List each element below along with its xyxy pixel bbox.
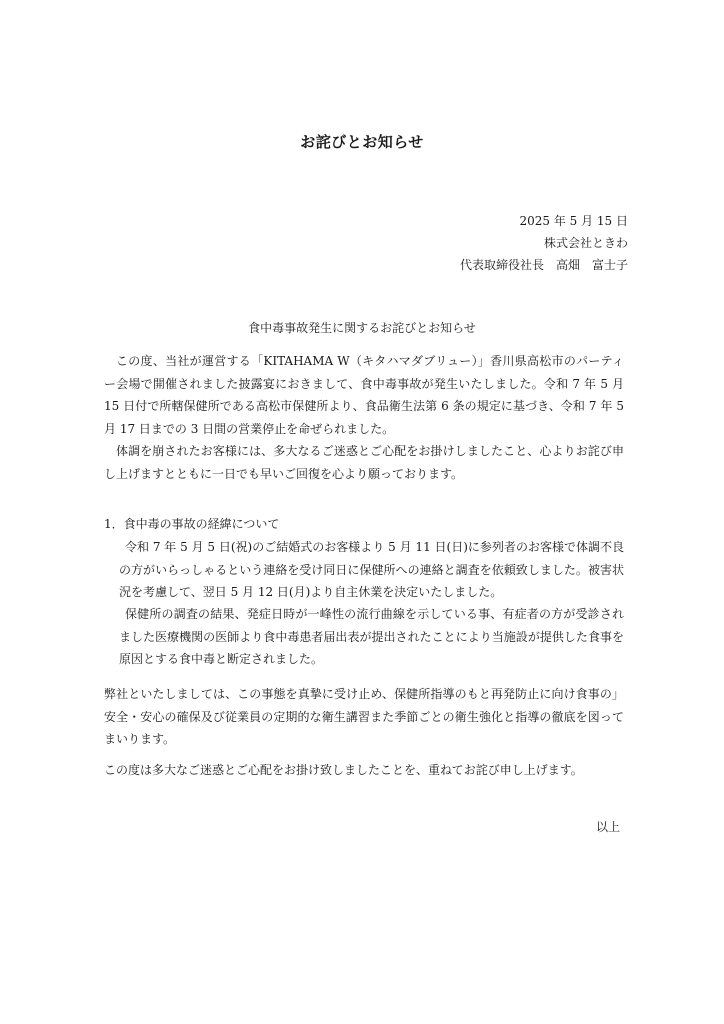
- document-date: 2025 年 5 月 15 日: [519, 214, 628, 228]
- section-paragraph-2: 保健所の調査の結果、発症日時が一峰性の流行曲線を示している事、有症者の方が受診されました医療機関の医師より食中毒患者届出表が提出されたことにより当施設が提供した食事を原因とする食中毒と断定されました。: [119, 607, 624, 666]
- header-block: [460, 210, 628, 276]
- closing-paragraph-1: 弊社といたしましては、この事態を真摯に受け止め、保健所指導のもと再発防止に向け食事の」安全・安心の確保及び従業員の定期的な衛生講習また季節ごとの衛生強化と指導の徹底を図ってまいります。: [104, 687, 624, 746]
- section-paragraph-1: 令和 7 年 5 月 5 日(祝)のご結婚式のお客様より 5 月 11 日(日)に参列者のお客様で体調不良の方がいらっしゃるという連絡を受け同日に保健所への連絡と調査を依頼致しました。被害状況を考慮して、翌日 5 月 12 日(月)より自主休業を決定いたしました。: [119, 540, 624, 599]
- closing-paragraph-2: この度は多大なご迷惑とご心配をお掛け致しましたことを、重ねてお詫び申し上げます。: [104, 763, 583, 777]
- body-paragraph-1: この度、当社が運営する「KITAHAMA W（キタハマダブリュー）」香川県高松市のパーティー会場で開催されました披露宴におきまして、食中毒事故が発生いたしました。令和 7 年 5 月 15 日付で所轄保健所である高松市保健所より、食品衛生法第 6 条の規定に基づき、令和 7 年 5 月 17 日までの 3 日間の営業停止を命ぜられました。: [104, 354, 624, 436]
- document-subject: 食中毒事故発生に関するお詫びとお知らせ: [248, 321, 476, 335]
- body-paragraph-2: 体調を崩されたお客様には、多大なるご迷惑とご心配をお掛けしましたこと、心よりお詫び申し上げますとともに一日でも早いご回復を心より願っております。: [104, 444, 624, 481]
- representative-name: 代表取締役社長 高畑 富士子: [459, 258, 628, 272]
- company-name: 株式会社ときわ: [543, 236, 628, 250]
- document-title: お詫びとお知らせ: [300, 133, 424, 151]
- section-heading: 1．食中毒の事故の経緯について: [104, 517, 280, 531]
- end-mark: 以上: [595, 820, 620, 834]
